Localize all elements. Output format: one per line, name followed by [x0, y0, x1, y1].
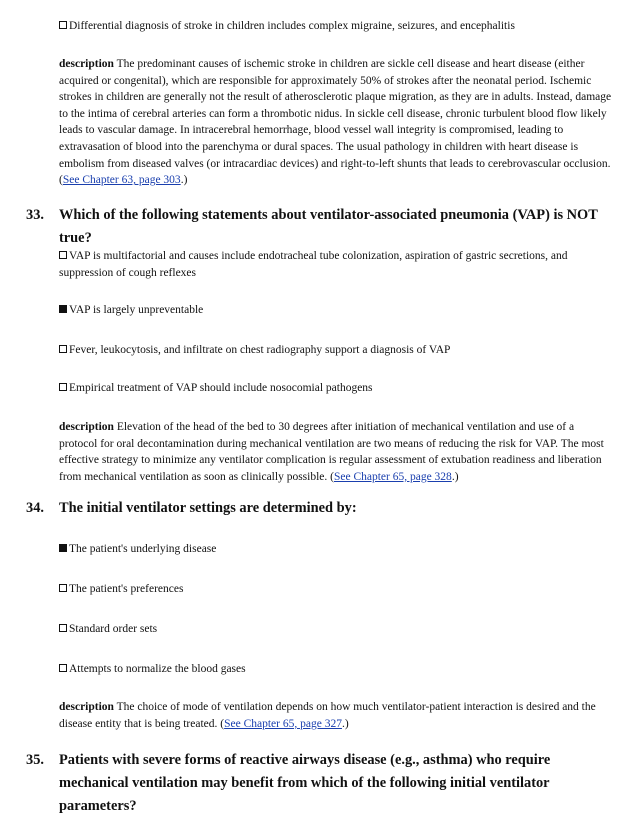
description-text: The predominant causes of ischemic stroke in children are sickle cell disease and heart disease (either acquired or congenital), which are responsible for approximately 50% of strokes after the neonatal period. Ischemic strokes in children are generally not the result of atherosclerotic plaque migration, as they are in adults. Instead, damage to the intima of cerebral arteries can form a thrombotic nidus. In sickle cell disease, chronic turbulent blood flow likely leads to vascular damage. In intracerebral hemorrhage, blood vessel wall integrity is compromised, leading to extravasation of blood into the parenchyma or dural spaces. The usual pathology in children with heart disease is embolism from diseased valves (or intracardiac devices) and right-to-left shunts that leads to cerebrovascular occlusion. ( — [59, 58, 612, 187]
chapter-link[interactable]: See Chapter 63, page 303 — [62, 174, 181, 187]
option-text: VAP is largely unpreventable — [69, 304, 204, 316]
option-text: Empirical treatment of VAP should include nosocomial pathogens — [69, 382, 373, 394]
description-suffix: .) — [180, 174, 188, 187]
checkbox-icon[interactable] — [59, 624, 67, 632]
checkbox-checked-icon[interactable] — [59, 544, 67, 552]
checkbox-icon[interactable] — [59, 251, 67, 259]
checkbox-icon[interactable] — [59, 664, 67, 672]
option-text: Attempts to normalize the blood gases — [69, 663, 246, 675]
description-suffix: .) — [451, 470, 459, 483]
option-text: The patient's preferences — [69, 583, 184, 595]
description-label: description — [59, 701, 114, 713]
answer-option[interactable] — [59, 380, 615, 397]
option-text: Fever, leukocytosis, and infiltrate on chest radiography support a diagnosis of VAP — [69, 344, 451, 356]
answer-option[interactable] — [59, 302, 615, 319]
description-label: description — [59, 58, 114, 70]
question-text: The initial ventilator settings are determined by: — [59, 500, 357, 516]
description-text: The choice of mode of ventilation depends on how much ventilator-patient interaction is desired and the disease entity that is being treated. ( — [59, 701, 596, 730]
option-text: VAP is multifactorial and causes include endotracheal tube colonization, aspiration of gastric secretions, and suppression of cough reflexes — [59, 250, 568, 279]
answer-option[interactable] — [59, 342, 615, 359]
question-number: 35. — [26, 752, 44, 768]
checkbox-icon[interactable] — [59, 383, 67, 391]
answer-description — [59, 699, 615, 732]
answer-option[interactable] — [59, 248, 615, 281]
description-label: description — [59, 421, 114, 433]
answer-option[interactable] — [59, 18, 615, 35]
question-text: Which of the following statements about ventilator-associated pneumonia (VAP) is NOT true? — [59, 207, 598, 246]
description-text: Elevation of the head of the bed to 30 degrees after initiation of mechanical ventilation and use of a protocol for oral decontamination during mechanical ventilation are two means of reducing the risk for VAP. The most effective strategy to minimize any ventilator complication is regular assessment of extubation readiness and liberation from mechanical ventilation as soon as clinically possible. ( — [59, 421, 604, 483]
option-text: The patient's underlying disease — [69, 543, 217, 555]
answer-description — [59, 419, 615, 485]
checkbox-checked-icon[interactable] — [59, 305, 67, 313]
answer-option[interactable] — [59, 621, 615, 638]
question-number: 33. — [26, 207, 44, 223]
option-text: Differential diagnosis of stroke in children includes complex migraine, seizures, and encephalitis — [69, 20, 515, 32]
question-number: 34. — [26, 500, 44, 516]
description-suffix: .) — [341, 717, 349, 730]
chapter-link[interactable]: See Chapter 65, page 327 — [224, 717, 342, 730]
option-text: Standard order sets — [69, 623, 158, 635]
answer-option[interactable] — [59, 581, 615, 598]
checkbox-icon[interactable] — [59, 21, 67, 29]
answer-description — [59, 56, 615, 189]
answer-option[interactable] — [59, 541, 615, 558]
question-text: Patients with severe forms of reactive airways disease (e.g., asthma) who require mechanical ventilation may benefit from which of the following initial ventilator parameters? — [59, 752, 551, 814]
chapter-link[interactable]: See Chapter 65, page 328 — [333, 470, 452, 483]
answer-option[interactable] — [59, 661, 615, 678]
checkbox-icon[interactable] — [59, 345, 67, 353]
checkbox-icon[interactable] — [59, 584, 67, 592]
